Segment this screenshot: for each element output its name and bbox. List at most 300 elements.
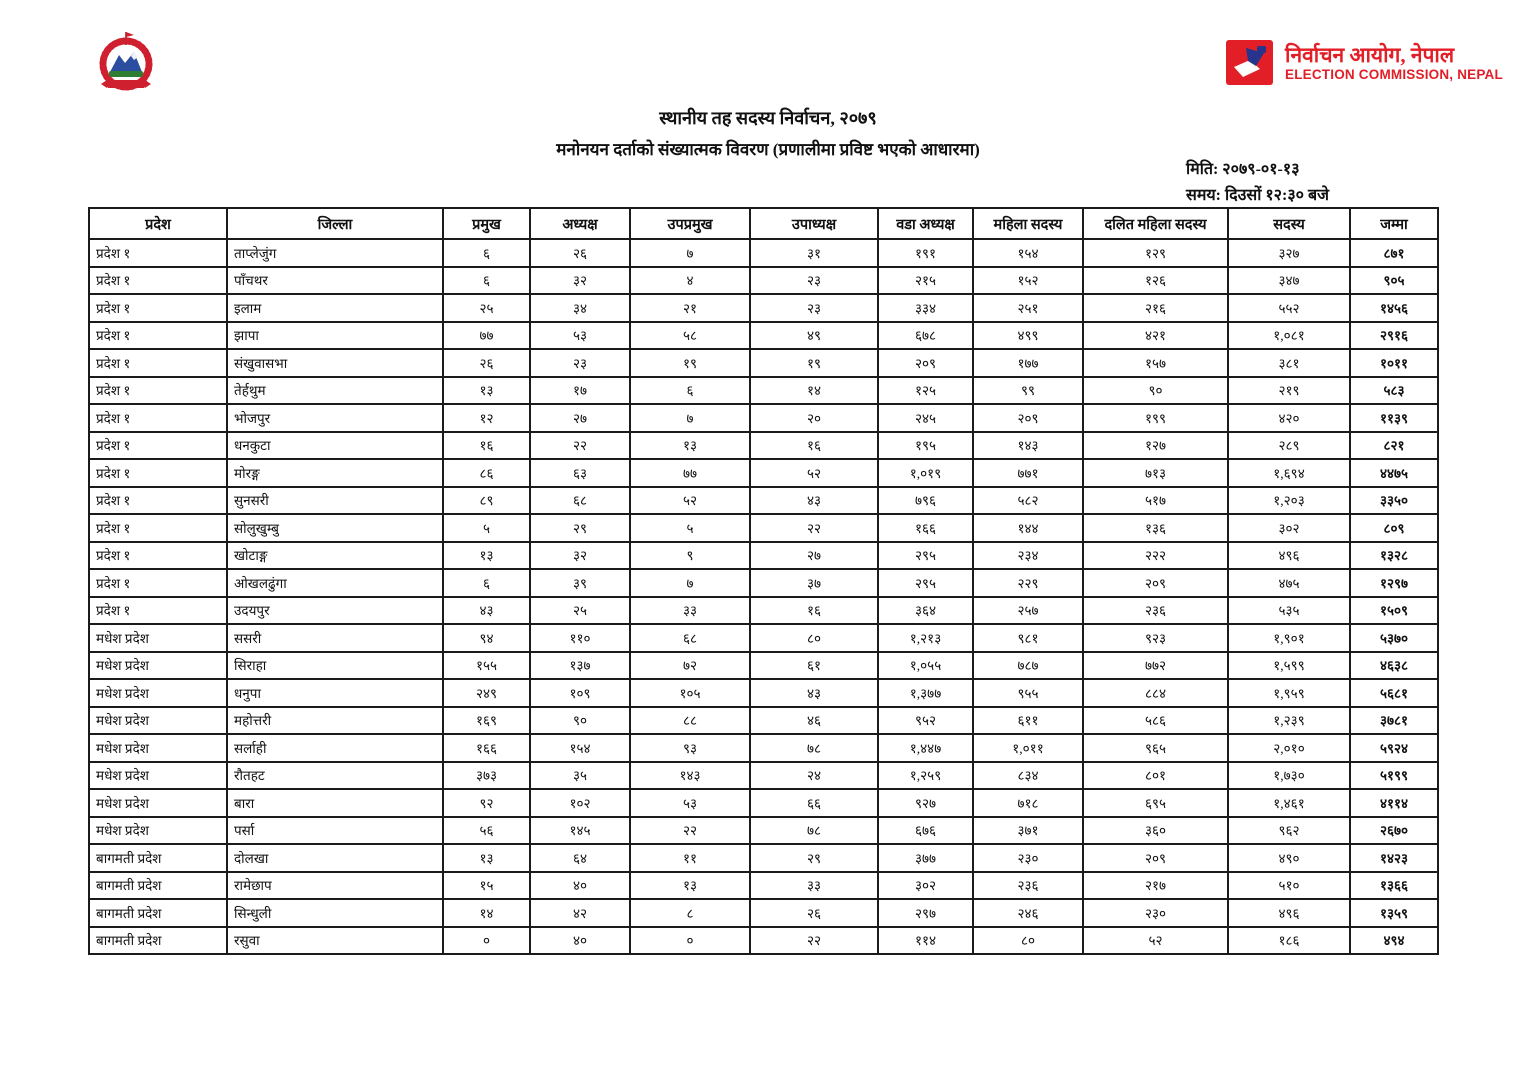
cell-value: ६ xyxy=(443,267,530,295)
cell-value: ३६० xyxy=(1083,817,1228,845)
cell-value: १,२५९ xyxy=(878,762,973,790)
cell-district: संखुवासभा xyxy=(227,349,443,377)
table-row xyxy=(89,679,1438,707)
cell-total: १४२३ xyxy=(1350,844,1438,872)
cell-value: १२७ xyxy=(1083,432,1228,460)
cell-value: ५५२ xyxy=(1228,294,1350,322)
cell-value: १२६ xyxy=(1083,267,1228,295)
cell-value: ३७१ xyxy=(973,817,1083,845)
cell-value: ३९ xyxy=(530,569,630,597)
table-row xyxy=(89,624,1438,652)
table-row xyxy=(89,872,1438,900)
cell-value: १९ xyxy=(750,349,878,377)
cell-value: ४७५ xyxy=(1228,569,1350,597)
cell-value: ४९० xyxy=(1228,844,1350,872)
cell-value: ३३४ xyxy=(878,294,973,322)
cell-value: ५२ xyxy=(630,487,750,515)
cell-value: ४९६ xyxy=(1228,899,1350,927)
page-title: स्थानीय तह सदस्य निर्वाचन, २०७९ xyxy=(659,108,877,128)
cell-value: १४४ xyxy=(973,514,1083,542)
cell-value: ८०१ xyxy=(1083,762,1228,790)
cell-value: २१५ xyxy=(878,267,973,295)
cell-value: ६९५ xyxy=(1083,789,1228,817)
cell-value: ७१८ xyxy=(973,789,1083,817)
cell-value: १४३ xyxy=(630,762,750,790)
cell-district: खोटाङ्ग xyxy=(227,542,443,570)
cell-value: १,०१९ xyxy=(878,459,973,487)
cell-total: २९१६ xyxy=(1350,322,1438,350)
cell-total: ५९२४ xyxy=(1350,734,1438,762)
cell-value: २१ xyxy=(630,294,750,322)
cell-value: १,६९४ xyxy=(1228,459,1350,487)
cell-value: २३६ xyxy=(1083,597,1228,625)
cell-value: १,३७७ xyxy=(878,679,973,707)
cell-value: ६८ xyxy=(630,624,750,652)
time-label: समय: दिउसों १२:३० बजे xyxy=(1186,187,1329,204)
nomination-counts-table xyxy=(88,207,1439,955)
cell-value: १,०११ xyxy=(973,734,1083,762)
cell-value: १९५ xyxy=(878,432,973,460)
cell-value: १,९०१ xyxy=(1228,624,1350,652)
cell-value: १६९ xyxy=(443,707,530,735)
cell-value: ४९९ xyxy=(973,322,1083,350)
cell-value: १२९ xyxy=(1083,239,1228,267)
org-name-block xyxy=(1285,43,1503,82)
cell-value: ९२७ xyxy=(878,789,973,817)
title-block xyxy=(0,106,1536,160)
cell-value: ४९ xyxy=(750,322,878,350)
cell-total: ५८३ xyxy=(1350,377,1438,405)
cell-value: २७ xyxy=(750,542,878,570)
cell-value: २०९ xyxy=(1083,569,1228,597)
cell-district: बारा xyxy=(227,789,443,817)
cell-value: २९५ xyxy=(878,542,973,570)
cell-value: २३० xyxy=(1083,899,1228,927)
cell-value: १४५ xyxy=(530,817,630,845)
table-row xyxy=(89,294,1438,322)
cell-value: ६ xyxy=(443,569,530,597)
cell-value: १३ xyxy=(630,432,750,460)
table-row xyxy=(89,569,1438,597)
cell-value: ६६ xyxy=(750,789,878,817)
cell-value: २५१ xyxy=(973,294,1083,322)
cell-value: ११० xyxy=(530,624,630,652)
cell-total: ५३७० xyxy=(1350,624,1438,652)
cell-district: धनकुटा xyxy=(227,432,443,460)
cell-value: २२९ xyxy=(973,569,1083,597)
cell-value: ७८ xyxy=(750,734,878,762)
cell-value: १,२३९ xyxy=(1228,707,1350,735)
date-time-block xyxy=(1186,157,1329,209)
cell-value: १४३ xyxy=(973,432,1083,460)
cell-value: ५२ xyxy=(1083,927,1228,955)
cell-value: १९ xyxy=(630,349,750,377)
cell-value: १४ xyxy=(750,377,878,405)
cell-value: ३६४ xyxy=(878,597,973,625)
cell-value: ९ xyxy=(630,542,750,570)
cell-province: प्रदेश १ xyxy=(89,377,227,405)
cell-value: ५३५ xyxy=(1228,597,1350,625)
cell-total: १४५६ xyxy=(1350,294,1438,322)
cell-value: १६ xyxy=(443,432,530,460)
cell-province: मधेश प्रदेश xyxy=(89,817,227,845)
cell-value: २०९ xyxy=(973,404,1083,432)
cell-value: ७७ xyxy=(630,459,750,487)
cell-value: १५७ xyxy=(1083,349,1228,377)
cell-value: २० xyxy=(750,404,878,432)
cell-value: ६ xyxy=(443,239,530,267)
cell-value: ३३ xyxy=(630,597,750,625)
cell-province: प्रदेश १ xyxy=(89,322,227,350)
cell-value: ० xyxy=(630,927,750,955)
cell-district: धनुपा xyxy=(227,679,443,707)
cell-value: ५२ xyxy=(750,459,878,487)
cell-value: २६ xyxy=(530,239,630,267)
cell-value: ५८ xyxy=(630,322,750,350)
table-row xyxy=(89,542,1438,570)
cell-value: २३६ xyxy=(973,872,1083,900)
cell-value: १५५ xyxy=(443,652,530,680)
cell-value: १८६ xyxy=(1228,927,1350,955)
table-row xyxy=(89,487,1438,515)
cell-district: दोलखा xyxy=(227,844,443,872)
cell-value: १,०५५ xyxy=(878,652,973,680)
cell-total: ९०५ xyxy=(1350,267,1438,295)
cell-value: १०५ xyxy=(630,679,750,707)
cell-value: ५८२ xyxy=(973,487,1083,515)
cell-value: १५४ xyxy=(973,239,1083,267)
cell-province: बागमती प्रदेश xyxy=(89,899,227,927)
cell-province: मधेश प्रदेश xyxy=(89,679,227,707)
cell-district: सर्लाही xyxy=(227,734,443,762)
cell-value: ६७६ xyxy=(878,817,973,845)
cell-value: २३० xyxy=(973,844,1083,872)
cell-province: प्रदेश १ xyxy=(89,404,227,432)
cell-value: ८६ xyxy=(443,459,530,487)
cell-value: ६३ xyxy=(530,459,630,487)
cell-district: रसुवा xyxy=(227,927,443,955)
cell-value: ६११ xyxy=(973,707,1083,735)
cell-value: ९२३ xyxy=(1083,624,1228,652)
column-header-6: वडा अध्यक्ष xyxy=(878,208,973,239)
column-header-5: उपाध्यक्ष xyxy=(750,208,878,239)
cell-value: २५७ xyxy=(973,597,1083,625)
cell-value: ४२० xyxy=(1228,404,1350,432)
cell-province: प्रदेश १ xyxy=(89,569,227,597)
column-header-2: प्रमुख xyxy=(443,208,530,239)
cell-value: २१७ xyxy=(1083,872,1228,900)
cell-value: १,४६१ xyxy=(1228,789,1350,817)
cell-value: ४ xyxy=(630,267,750,295)
cell-value: २२ xyxy=(530,432,630,460)
cell-value: ६४ xyxy=(530,844,630,872)
table-row xyxy=(89,734,1438,762)
cell-value: ३०२ xyxy=(1228,514,1350,542)
cell-value: २२२ xyxy=(1083,542,1228,570)
cell-value: १३ xyxy=(443,542,530,570)
cell-value: ७७ xyxy=(443,322,530,350)
cell-district: सिन्धुली xyxy=(227,899,443,927)
cell-value: २०९ xyxy=(878,349,973,377)
cell-value: १३ xyxy=(443,844,530,872)
cell-value: १,९५९ xyxy=(1228,679,1350,707)
cell-value: ४६ xyxy=(750,707,878,735)
cell-value: २९७ xyxy=(878,899,973,927)
cell-province: मधेश प्रदेश xyxy=(89,624,227,652)
cell-value: १३ xyxy=(630,872,750,900)
cell-value: १,७३० xyxy=(1228,762,1350,790)
ballot-box-icon xyxy=(1226,40,1273,85)
cell-province: प्रदेश १ xyxy=(89,432,227,460)
cell-value: ९९ xyxy=(973,377,1083,405)
table-row xyxy=(89,817,1438,845)
cell-value: १३७ xyxy=(530,652,630,680)
cell-value: १९९ xyxy=(1083,404,1228,432)
cell-value: ९० xyxy=(530,707,630,735)
cell-value: ३४ xyxy=(530,294,630,322)
cell-value: ८० xyxy=(973,927,1083,955)
cell-value: ११४ xyxy=(878,927,973,955)
table-row xyxy=(89,514,1438,542)
cell-district: पर्सा xyxy=(227,817,443,845)
cell-value: ० xyxy=(443,927,530,955)
cell-value: ९६२ xyxy=(1228,817,1350,845)
column-header-8: दलित महिला सदस्य xyxy=(1083,208,1228,239)
table-row xyxy=(89,762,1438,790)
cell-value: २३ xyxy=(530,349,630,377)
cell-value: ७९६ xyxy=(878,487,973,515)
cell-value: २१९ xyxy=(1228,377,1350,405)
cell-value: १५ xyxy=(443,872,530,900)
cell-value: २७ xyxy=(530,404,630,432)
cell-value: ३५ xyxy=(530,762,630,790)
cell-value: ९२ xyxy=(443,789,530,817)
cell-value: ७१३ xyxy=(1083,459,1228,487)
cell-value: १३ xyxy=(443,377,530,405)
cell-value: १२५ xyxy=(878,377,973,405)
cell-province: मधेश प्रदेश xyxy=(89,707,227,735)
cell-value: १४ xyxy=(443,899,530,927)
column-header-4: उपप्रमुख xyxy=(630,208,750,239)
cell-district: तेर्हथुम xyxy=(227,377,443,405)
cell-district: सिराहा xyxy=(227,652,443,680)
cell-value: ७७२ xyxy=(1083,652,1228,680)
cell-value: ८८ xyxy=(630,707,750,735)
table-row xyxy=(89,349,1438,377)
cell-value: ९५५ xyxy=(973,679,1083,707)
cell-district: मोरङ्ग xyxy=(227,459,443,487)
org-name-nepali: निर्वाचन आयोग, नेपाल xyxy=(1285,43,1455,67)
cell-value: ११ xyxy=(630,844,750,872)
cell-value: ५१० xyxy=(1228,872,1350,900)
cell-province: मधेश प्रदेश xyxy=(89,762,227,790)
page-subtitle: मनोनयन दर्ताको संख्यात्मक विवरण (प्रणालीमा प्रविष्ट भएको आधारमा) xyxy=(556,140,980,159)
cell-total: ३३५० xyxy=(1350,487,1438,515)
cell-value: १०२ xyxy=(530,789,630,817)
cell-value: २५ xyxy=(530,597,630,625)
cell-value: २४९ xyxy=(443,679,530,707)
table-row xyxy=(89,844,1438,872)
cell-value: २१६ xyxy=(1083,294,1228,322)
table-row xyxy=(89,404,1438,432)
cell-total: ४४७५ xyxy=(1350,459,1438,487)
nepal-government-emblem-icon xyxy=(92,30,160,96)
cell-value: १३६ xyxy=(1083,514,1228,542)
cell-province: बागमती प्रदेश xyxy=(89,872,227,900)
cell-total: ८२१ xyxy=(1350,432,1438,460)
cell-value: २४६ xyxy=(973,899,1083,927)
cell-value: १,५९९ xyxy=(1228,652,1350,680)
cell-value: १५२ xyxy=(973,267,1083,295)
date-label: मिति: २०७९-०१-१३ xyxy=(1186,161,1300,178)
cell-value: १६६ xyxy=(443,734,530,762)
table-row xyxy=(89,322,1438,350)
column-header-0: प्रदेश xyxy=(89,208,227,239)
cell-value: ७ xyxy=(630,404,750,432)
cell-total: १०११ xyxy=(1350,349,1438,377)
cell-value: ४९६ xyxy=(1228,542,1350,570)
cell-district: ओखलढुंगा xyxy=(227,569,443,597)
cell-value: ३०२ xyxy=(878,872,973,900)
column-header-1: जिल्ला xyxy=(227,208,443,239)
cell-value: १,४४७ xyxy=(878,734,973,762)
table-row xyxy=(89,927,1438,955)
cell-value: ६ xyxy=(630,377,750,405)
cell-district: रौतहट xyxy=(227,762,443,790)
cell-value: ४२१ xyxy=(1083,322,1228,350)
cell-province: प्रदेश १ xyxy=(89,542,227,570)
cell-value: ९६५ xyxy=(1083,734,1228,762)
cell-value: ६८ xyxy=(530,487,630,515)
cell-total: १३५९ xyxy=(1350,899,1438,927)
cell-district: ससरी xyxy=(227,624,443,652)
cell-value: ८ xyxy=(630,899,750,927)
cell-value: ३१ xyxy=(750,239,878,267)
cell-value: १६ xyxy=(750,432,878,460)
table-row xyxy=(89,789,1438,817)
cell-province: प्रदेश १ xyxy=(89,514,227,542)
cell-value: ५३ xyxy=(630,789,750,817)
cell-district: भोजपुर xyxy=(227,404,443,432)
cell-value: ३४७ xyxy=(1228,267,1350,295)
cell-value: ३२ xyxy=(530,542,630,570)
cell-province: प्रदेश १ xyxy=(89,267,227,295)
cell-value: ७ xyxy=(630,569,750,597)
column-header-9: सदस्य xyxy=(1228,208,1350,239)
cell-value: २६ xyxy=(443,349,530,377)
cell-district: सोलुखुम्बु xyxy=(227,514,443,542)
cell-value: ८० xyxy=(750,624,878,652)
cell-district: उदयपुर xyxy=(227,597,443,625)
cell-total: १३२८ xyxy=(1350,542,1438,570)
cell-value: १६६ xyxy=(878,514,973,542)
cell-value: २३४ xyxy=(973,542,1083,570)
cell-value: ५६ xyxy=(443,817,530,845)
cell-value: १५४ xyxy=(530,734,630,762)
cell-value: ५१७ xyxy=(1083,487,1228,515)
cell-district: पाँचथर xyxy=(227,267,443,295)
cell-value: १६ xyxy=(750,597,878,625)
cell-value: ५ xyxy=(630,514,750,542)
cell-value: ७२ xyxy=(630,652,750,680)
cell-value: १९१ xyxy=(878,239,973,267)
table-row xyxy=(89,707,1438,735)
cell-value: २२ xyxy=(750,927,878,955)
table-row xyxy=(89,597,1438,625)
cell-value: २४५ xyxy=(878,404,973,432)
cell-value: १७ xyxy=(530,377,630,405)
org-name-english: ELECTION COMMISSION, NEPAL xyxy=(1285,67,1503,82)
cell-total: ८७१ xyxy=(1350,239,1438,267)
cell-total: ५६८१ xyxy=(1350,679,1438,707)
table-row xyxy=(89,652,1438,680)
cell-value: ५ xyxy=(443,514,530,542)
table-row xyxy=(89,377,1438,405)
cell-value: ४० xyxy=(530,927,630,955)
table-row xyxy=(89,459,1438,487)
cell-district: सुनसरी xyxy=(227,487,443,515)
cell-value: २३ xyxy=(750,267,878,295)
cell-value: ४३ xyxy=(750,679,878,707)
cell-value: २५ xyxy=(443,294,530,322)
cell-value: ३८१ xyxy=(1228,349,1350,377)
cell-value: २२ xyxy=(630,817,750,845)
cell-value: १७७ xyxy=(973,349,1083,377)
cell-district: रामेछाप xyxy=(227,872,443,900)
cell-value: २२ xyxy=(750,514,878,542)
cell-value: ५३ xyxy=(530,322,630,350)
cell-total: ४९४ xyxy=(1350,927,1438,955)
cell-value: १,२१३ xyxy=(878,624,973,652)
cell-value: ३३ xyxy=(750,872,878,900)
cell-value: २९ xyxy=(530,514,630,542)
cell-value: ९३ xyxy=(630,734,750,762)
cell-value: १,०८१ xyxy=(1228,322,1350,350)
column-header-10: जम्मा xyxy=(1350,208,1438,239)
cell-value: २०९ xyxy=(1083,844,1228,872)
cell-province: प्रदेश १ xyxy=(89,597,227,625)
cell-value: ९५२ xyxy=(878,707,973,735)
cell-value: ४२ xyxy=(530,899,630,927)
cell-district: इलाम xyxy=(227,294,443,322)
cell-value: २९५ xyxy=(878,569,973,597)
cell-value: १,२०३ xyxy=(1228,487,1350,515)
cell-total: ४११४ xyxy=(1350,789,1438,817)
cell-value: ६७८ xyxy=(878,322,973,350)
cell-province: मधेश प्रदेश xyxy=(89,652,227,680)
table-row xyxy=(89,267,1438,295)
table-row xyxy=(89,432,1438,460)
cell-value: २३ xyxy=(750,294,878,322)
column-header-3: अध्यक्ष xyxy=(530,208,630,239)
cell-value: ८९ xyxy=(443,487,530,515)
table-row xyxy=(89,239,1438,267)
cell-value: ७८ xyxy=(750,817,878,845)
column-header-7: महिला सदस्य xyxy=(973,208,1083,239)
cell-province: प्रदेश १ xyxy=(89,239,227,267)
cell-value: ७८७ xyxy=(973,652,1083,680)
cell-province: प्रदेश १ xyxy=(89,294,227,322)
table-row xyxy=(89,899,1438,927)
cell-value: ३२७ xyxy=(1228,239,1350,267)
cell-total: १३६६ xyxy=(1350,872,1438,900)
cell-value: ६१ xyxy=(750,652,878,680)
cell-district: झापा xyxy=(227,322,443,350)
cell-value: ८३४ xyxy=(973,762,1083,790)
cell-district: ताप्लेजुंग xyxy=(227,239,443,267)
cell-total: ५१९९ xyxy=(1350,762,1438,790)
cell-value: ४० xyxy=(530,872,630,900)
